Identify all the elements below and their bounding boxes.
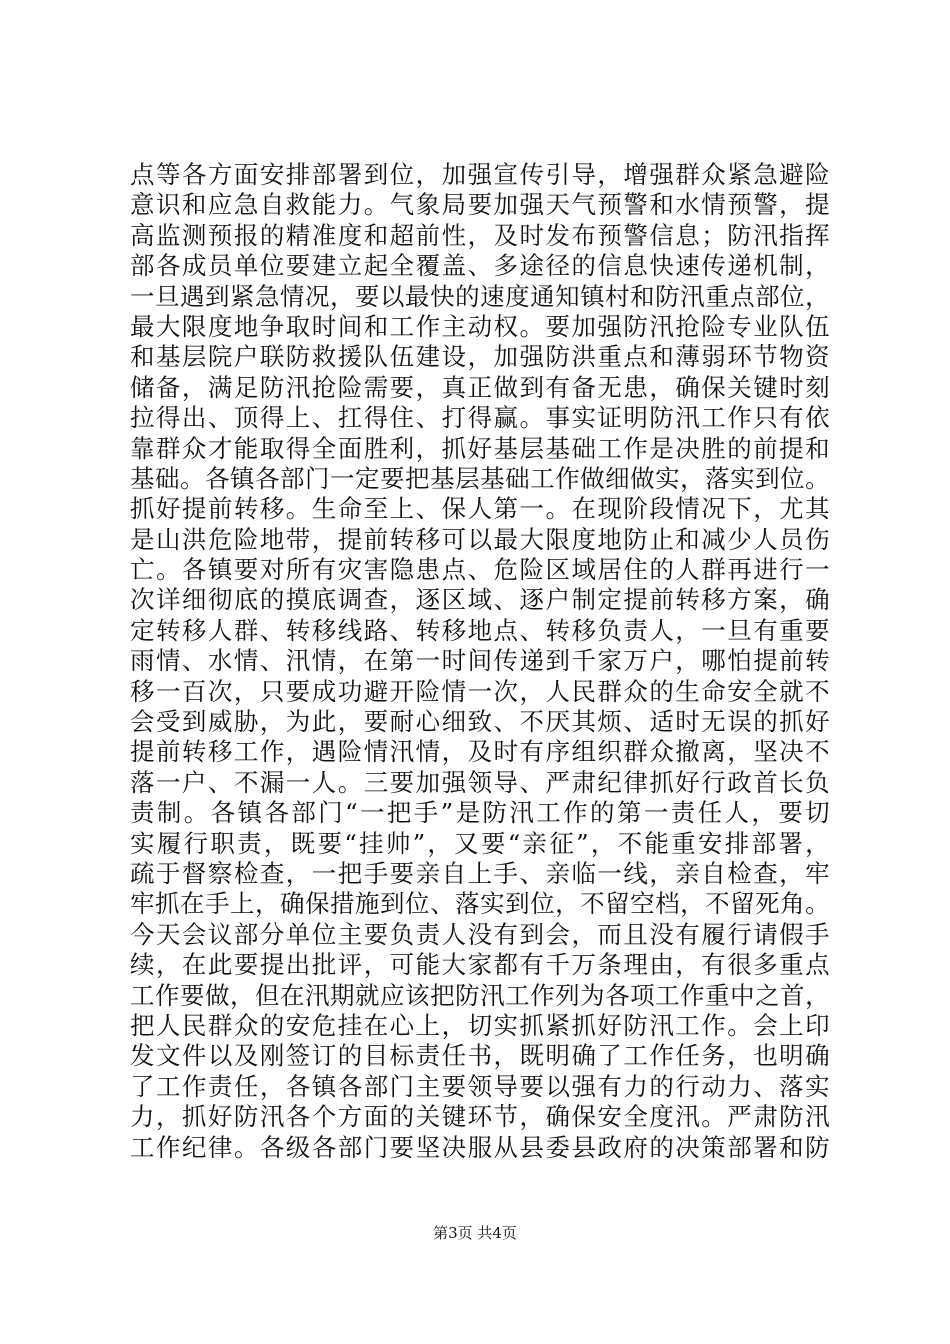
text-line: 牢抓在手上，确保措施到位、落实到位，不留空档，不留死角。: [130, 889, 830, 919]
text-line: 疏于督察检查，一把手要亲自上手、亲临一线，亲自检查，牢: [130, 858, 830, 888]
text-line: 力，抓好防汛各个方面的关键环节，确保安全度汛。严肃防汛: [130, 1102, 830, 1132]
text-line: 部各成员单位要建立起全覆盖、多途径的信息快速传递机制，: [130, 251, 830, 281]
text-line: 拉得出、顶得上、扛得住、打得赢。事实证明防汛工作只有依: [130, 403, 830, 433]
text-line: 抓好提前转移。生命至上、保人第一。在现阶段情况下，尤其: [130, 494, 830, 524]
text-line: 靠群众才能取得全面胜利，抓好基层基础工作是决胜的前提和: [130, 433, 830, 463]
body-text: [130, 160, 830, 1163]
page-footer: [0, 1222, 950, 1243]
text-line: 一旦遇到紧急情况，要以最快的速度通知镇村和防汛重点部位，: [130, 281, 830, 311]
text-line: 定转移人群、转移线路、转移地点、转移负责人，一旦有重要: [130, 615, 830, 645]
text-line: 会受到威胁，为此，要耐心细致、不厌其烦、适时无误的抓好: [130, 707, 830, 737]
text-line: 责制。各镇各部门“一把手”是防汛工作的第一责任人，要切: [130, 798, 830, 828]
text-line: 移一百次，只要成功避开险情一次，人民群众的生命安全就不: [130, 676, 830, 706]
text-line: 亡。各镇要对所有灾害隐患点、危险区域居住的人群再进行一: [130, 555, 830, 585]
text-line: 和基层院户联防救援队伍建设，加强防洪重点和薄弱环节物资: [130, 342, 830, 372]
text-line: 工作纪律。各级各部门要坚决服从县委县政府的决策部署和防: [130, 1132, 830, 1162]
text-line: 把人民群众的安危挂在心上，切实抓紧抓好防汛工作。会上印: [130, 1010, 830, 1040]
text-line: 发文件以及刚签订的目标责任书，既明确了工作任务，也明确: [130, 1041, 830, 1071]
text-line: 实履行职责，既要“挂帅”，又要“亲征”，不能重安排部署，: [130, 828, 830, 858]
text-line: 了工作责任，各镇各部门主要领导要以强有力的行动力、落实: [130, 1071, 830, 1101]
text-line: 续，在此要提出批评，可能大家都有千万条理由，有很多重点: [130, 950, 830, 980]
text-line: 储备，满足防汛抢险需要，真正做到有备无患，确保关键时刻: [130, 372, 830, 402]
text-line: 最大限度地争取时间和工作主动权。要加强防汛抢险专业队伍: [130, 311, 830, 341]
text-line: 落一户、不漏一人。三要加强领导、严肃纪律抓好行政首长负: [130, 767, 830, 797]
text-line: 基础。各镇各部门一定要把基层基础工作做细做实，落实到位。: [130, 463, 830, 493]
text-line: 点等各方面安排部署到位，加强宣传引导，增强群众紧急避险: [130, 160, 830, 189]
text-line: 次详细彻底的摸底调查，逐区域、逐户制定提前转移方案，确: [130, 585, 830, 615]
text-line: 是山洪危险地带，提前转移可以最大限度地防止和减少人员伤: [130, 524, 830, 554]
text-line: 今天会议部分单位主要负责人没有到会，而且没有履行请假手: [130, 919, 830, 949]
page-number: 第3页 共4页: [433, 1224, 517, 1242]
text-line: 高监测预报的精准度和超前性，及时发布预警信息；防汛指挥: [130, 220, 830, 250]
text-line: 意识和应急自救能力。气象局要加强天气预警和水情预警，提: [130, 190, 830, 220]
text-line: 工作要做，但在汛期就应该把防汛工作列为各项工作重中之首，: [130, 980, 830, 1010]
text-line: 雨情、水情、汛情，在第一时间传递到千家万户，哪怕提前转: [130, 646, 830, 676]
text-line: 提前转移工作，遇险情汛情，及时有序组织群众撤离，坚决不: [130, 737, 830, 767]
